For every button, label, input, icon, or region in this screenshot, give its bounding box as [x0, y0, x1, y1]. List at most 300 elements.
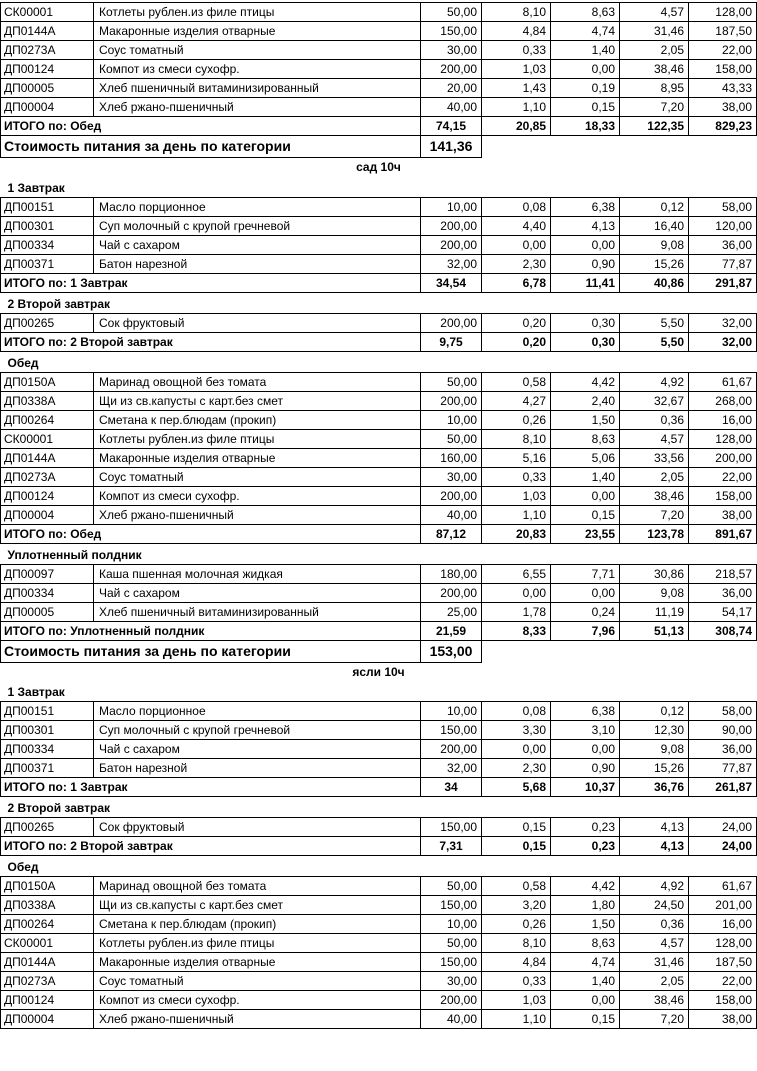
item-value-cell: 16,40 — [620, 216, 689, 235]
item-value-cell: 0,23 — [551, 818, 620, 837]
item-code-cell: ДП00301 — [1, 721, 94, 740]
meal-title: 1 Завтрак — [7, 685, 65, 699]
item-value-cell: 128,00 — [689, 429, 757, 448]
item-code-cell: ДП0273А — [1, 467, 94, 486]
total-qty-cell: 34,54 — [421, 273, 482, 292]
meal-header-row — [1, 681, 757, 702]
meal-header-row — [1, 797, 757, 818]
item-row — [1, 79, 757, 98]
item-code-cell: ДП00005 — [1, 602, 94, 621]
item-row — [1, 564, 757, 583]
item-name-cell: Хлеб пшеничный витаминизированный — [94, 79, 421, 98]
item-row — [1, 721, 757, 740]
item-value-cell: 31,46 — [620, 953, 689, 972]
item-value-cell: 38,00 — [689, 505, 757, 524]
item-value-cell: 15,26 — [620, 254, 689, 273]
item-value-cell: 4,40 — [482, 216, 551, 235]
item-name-cell: Чай с сахаром — [94, 583, 421, 602]
item-value-cell: 0,12 — [620, 702, 689, 721]
item-row — [1, 197, 757, 216]
meal-title: 2 Второй завтрак — [7, 296, 111, 311]
item-name-cell: Масло порционное — [94, 197, 421, 216]
item-value-cell: 4,13 — [551, 216, 620, 235]
total-value-cell: 23,55 — [551, 524, 620, 543]
total-row — [1, 332, 757, 351]
total-value-cell: 291,87 — [689, 273, 757, 292]
item-code-cell: ДП0273А — [1, 41, 94, 60]
item-code-cell: ДП0338А — [1, 896, 94, 915]
item-name-cell: Котлеты рублен.из филе птицы — [94, 3, 421, 22]
total-label-cell: ИТОГО по: Обед — [1, 117, 421, 136]
item-value-cell: 9,08 — [620, 740, 689, 759]
item-value-cell: 24,00 — [689, 818, 757, 837]
item-row — [1, 486, 757, 505]
item-name-cell: Хлеб ржано-пшеничный — [94, 1010, 421, 1029]
day-total-row — [1, 136, 757, 158]
item-name-cell: Хлеб пшеничный витаминизированный — [94, 602, 421, 621]
item-qty-cell: 30,00 — [421, 972, 482, 991]
item-code-cell: ДП00124 — [1, 991, 94, 1010]
item-code-cell: ДП00004 — [1, 1010, 94, 1029]
item-value-cell: 90,00 — [689, 721, 757, 740]
item-value-cell: 187,50 — [689, 22, 757, 41]
meal-title: Уплотненный полдник — [7, 547, 142, 562]
item-value-cell: 61,67 — [689, 877, 757, 896]
total-label-cell: ИТОГО по: 2 Второй завтрак — [1, 837, 421, 856]
item-value-cell: 7,71 — [551, 564, 620, 583]
item-code-cell: ДП00151 — [1, 702, 94, 721]
item-value-cell: 1,03 — [482, 486, 551, 505]
item-value-cell: 9,08 — [620, 235, 689, 254]
item-value-cell: 3,20 — [482, 896, 551, 915]
item-qty-cell: 50,00 — [421, 934, 482, 953]
item-qty-cell: 160,00 — [421, 448, 482, 467]
item-code-cell: ДП0338А — [1, 391, 94, 410]
item-qty-cell: 200,00 — [421, 391, 482, 410]
meal-header-row — [1, 351, 757, 372]
item-value-cell: 4,42 — [551, 877, 620, 896]
item-name-cell: Маринад овощной без томата — [94, 372, 421, 391]
item-name-cell: Каша пшенная молочная жидкая — [94, 564, 421, 583]
total-value-cell: 123,78 — [620, 524, 689, 543]
item-row — [1, 448, 757, 467]
total-qty-cell: 87,12 — [421, 524, 482, 543]
total-value-cell: 7,96 — [551, 621, 620, 640]
item-row — [1, 915, 757, 934]
item-value-cell: 31,46 — [620, 22, 689, 41]
item-code-cell: ДП00264 — [1, 410, 94, 429]
item-value-cell: 8,10 — [482, 934, 551, 953]
item-qty-cell: 20,00 — [421, 79, 482, 98]
item-value-cell: 187,50 — [689, 953, 757, 972]
item-code-cell: СК00001 — [1, 934, 94, 953]
total-value-cell: 11,41 — [551, 273, 620, 292]
item-qty-cell: 40,00 — [421, 1010, 482, 1029]
item-value-cell: 8,63 — [551, 934, 620, 953]
total-label-cell: ИТОГО по: Обед — [1, 524, 421, 543]
item-code-cell: ДП00004 — [1, 98, 94, 117]
item-value-cell: 1,78 — [482, 602, 551, 621]
total-value-cell: 122,35 — [620, 117, 689, 136]
meal-header-row — [1, 543, 757, 564]
total-value-cell: 829,23 — [689, 117, 757, 136]
item-row — [1, 953, 757, 972]
item-value-cell: 4,57 — [620, 934, 689, 953]
item-row — [1, 583, 757, 602]
total-value-cell: 32,00 — [689, 332, 757, 351]
item-row — [1, 934, 757, 953]
item-qty-cell: 10,00 — [421, 410, 482, 429]
item-value-cell: 8,63 — [551, 3, 620, 22]
item-row — [1, 991, 757, 1010]
item-name-cell: Батон нарезной — [94, 254, 421, 273]
day-total-value: 153,00 — [421, 640, 482, 662]
meal-header-row — [1, 856, 757, 877]
item-value-cell: 4,92 — [620, 372, 689, 391]
item-row — [1, 254, 757, 273]
item-value-cell: 22,00 — [689, 41, 757, 60]
total-row — [1, 778, 757, 797]
item-value-cell: 128,00 — [689, 3, 757, 22]
item-name-cell: Сок фруктовый — [94, 313, 421, 332]
item-code-cell: ДП00004 — [1, 505, 94, 524]
total-value-cell: 261,87 — [689, 778, 757, 797]
total-value-cell: 40,86 — [620, 273, 689, 292]
item-code-cell: ДП00265 — [1, 818, 94, 837]
item-value-cell: 4,57 — [620, 429, 689, 448]
item-value-cell: 120,00 — [689, 216, 757, 235]
total-value-cell: 308,74 — [689, 621, 757, 640]
item-row — [1, 972, 757, 991]
meal-title: Обед — [7, 860, 39, 874]
item-value-cell: 1,03 — [482, 991, 551, 1010]
item-value-cell: 3,10 — [551, 721, 620, 740]
item-value-cell: 2,40 — [551, 391, 620, 410]
item-row — [1, 467, 757, 486]
item-value-cell: 0,26 — [482, 410, 551, 429]
item-row — [1, 702, 757, 721]
item-value-cell: 5,16 — [482, 448, 551, 467]
item-name-cell: Хлеб ржано-пшеничный — [94, 505, 421, 524]
item-qty-cell: 200,00 — [421, 583, 482, 602]
item-value-cell: 38,46 — [620, 60, 689, 79]
item-qty-cell: 150,00 — [421, 953, 482, 972]
item-value-cell: 4,27 — [482, 391, 551, 410]
item-row — [1, 313, 757, 332]
total-qty-cell: 34 — [421, 778, 482, 797]
item-name-cell: Щи из св.капусты с карт.без смет — [94, 391, 421, 410]
item-value-cell: 4,42 — [551, 372, 620, 391]
item-value-cell: 218,57 — [689, 564, 757, 583]
item-qty-cell: 150,00 — [421, 818, 482, 837]
item-value-cell: 0,08 — [482, 197, 551, 216]
item-value-cell: 8,63 — [551, 429, 620, 448]
item-value-cell: 24,50 — [620, 896, 689, 915]
item-code-cell: ДП00265 — [1, 313, 94, 332]
total-row — [1, 273, 757, 292]
item-row — [1, 372, 757, 391]
item-code-cell: ДП0144А — [1, 448, 94, 467]
item-value-cell: 43,33 — [689, 79, 757, 98]
item-code-cell: ДП00371 — [1, 759, 94, 778]
item-qty-cell: 200,00 — [421, 991, 482, 1010]
item-value-cell: 0,20 — [482, 313, 551, 332]
item-value-cell: 1,50 — [551, 915, 620, 934]
item-value-cell: 1,80 — [551, 896, 620, 915]
item-qty-cell: 200,00 — [421, 313, 482, 332]
item-value-cell: 1,10 — [482, 505, 551, 524]
item-value-cell: 1,43 — [482, 79, 551, 98]
item-value-cell: 61,67 — [689, 372, 757, 391]
category-header-row — [1, 662, 757, 681]
item-code-cell: ДП0150А — [1, 372, 94, 391]
total-value-cell: 8,33 — [482, 621, 551, 640]
total-value-cell: 24,00 — [689, 837, 757, 856]
item-value-cell: 268,00 — [689, 391, 757, 410]
item-qty-cell: 10,00 — [421, 197, 482, 216]
item-name-cell: Соус томатный — [94, 467, 421, 486]
item-value-cell: 1,50 — [551, 410, 620, 429]
total-row — [1, 837, 757, 856]
item-name-cell: Маринад овощной без томата — [94, 877, 421, 896]
item-row — [1, 410, 757, 429]
item-value-cell: 0,58 — [482, 877, 551, 896]
total-value-cell: 4,13 — [620, 837, 689, 856]
item-value-cell: 0,00 — [551, 740, 620, 759]
total-value-cell: 36,76 — [620, 778, 689, 797]
item-value-cell: 36,00 — [689, 740, 757, 759]
item-value-cell: 0,90 — [551, 759, 620, 778]
total-label-cell: ИТОГО по: 2 Второй завтрак — [1, 332, 421, 351]
day-total-value: 141,36 — [421, 136, 482, 158]
item-qty-cell: 50,00 — [421, 3, 482, 22]
item-code-cell: ДП00005 — [1, 79, 94, 98]
item-value-cell: 9,08 — [620, 583, 689, 602]
item-value-cell: 38,00 — [689, 98, 757, 117]
item-row — [1, 60, 757, 79]
item-code-cell: ДП00264 — [1, 915, 94, 934]
item-name-cell: Макаронные изделия отварные — [94, 448, 421, 467]
item-value-cell: 0,15 — [551, 98, 620, 117]
item-value-cell: 128,00 — [689, 934, 757, 953]
item-value-cell: 30,86 — [620, 564, 689, 583]
total-qty-cell: 7,31 — [421, 837, 482, 856]
item-value-cell: 36,00 — [689, 235, 757, 254]
item-value-cell: 5,06 — [551, 448, 620, 467]
item-qty-cell: 200,00 — [421, 235, 482, 254]
item-value-cell: 58,00 — [689, 197, 757, 216]
item-qty-cell: 30,00 — [421, 41, 482, 60]
item-name-cell: Батон нарезной — [94, 759, 421, 778]
item-value-cell: 0,00 — [551, 60, 620, 79]
item-qty-cell: 50,00 — [421, 877, 482, 896]
total-qty-cell: 9,75 — [421, 332, 482, 351]
item-value-cell: 6,38 — [551, 197, 620, 216]
item-qty-cell: 50,00 — [421, 429, 482, 448]
item-row — [1, 235, 757, 254]
item-value-cell: 38,46 — [620, 991, 689, 1010]
meal-title: Обед — [7, 355, 39, 370]
item-qty-cell: 40,00 — [421, 505, 482, 524]
item-value-cell: 158,00 — [689, 991, 757, 1010]
item-code-cell: ДП00151 — [1, 197, 94, 216]
item-qty-cell: 150,00 — [421, 22, 482, 41]
item-row — [1, 877, 757, 896]
total-value-cell: 18,33 — [551, 117, 620, 136]
item-value-cell: 0,33 — [482, 41, 551, 60]
item-value-cell: 7,20 — [620, 505, 689, 524]
item-value-cell: 4,84 — [482, 953, 551, 972]
item-name-cell: Котлеты рублен.из филе птицы — [94, 934, 421, 953]
item-qty-cell: 30,00 — [421, 467, 482, 486]
item-name-cell: Чай с сахаром — [94, 740, 421, 759]
item-value-cell: 1,03 — [482, 60, 551, 79]
item-value-cell: 0,15 — [482, 818, 551, 837]
item-code-cell: ДП00371 — [1, 254, 94, 273]
item-value-cell: 12,30 — [620, 721, 689, 740]
item-code-cell: ДП0273А — [1, 972, 94, 991]
total-value-cell: 0,20 — [482, 332, 551, 351]
item-value-cell: 0,33 — [482, 972, 551, 991]
item-value-cell: 4,57 — [620, 3, 689, 22]
item-row — [1, 3, 757, 22]
item-name-cell: Сметана к пер.блюдам (прокип) — [94, 410, 421, 429]
item-value-cell: 6,38 — [551, 702, 620, 721]
item-qty-cell: 50,00 — [421, 372, 482, 391]
item-code-cell: ДП00124 — [1, 486, 94, 505]
total-row — [1, 621, 757, 640]
item-value-cell: 0,24 — [551, 602, 620, 621]
item-value-cell: 0,19 — [551, 79, 620, 98]
item-value-cell: 1,40 — [551, 467, 620, 486]
item-value-cell: 0,00 — [551, 486, 620, 505]
item-value-cell: 7,20 — [620, 98, 689, 117]
item-row — [1, 391, 757, 410]
item-qty-cell: 40,00 — [421, 98, 482, 117]
item-value-cell: 0,26 — [482, 915, 551, 934]
item-value-cell: 2,30 — [482, 759, 551, 778]
item-value-cell: 33,56 — [620, 448, 689, 467]
item-name-cell: Макаронные изделия отварные — [94, 953, 421, 972]
item-value-cell: 0,36 — [620, 915, 689, 934]
total-row — [1, 524, 757, 543]
meal-header-row — [1, 292, 757, 313]
item-row — [1, 216, 757, 235]
total-value-cell: 5,68 — [482, 778, 551, 797]
item-row — [1, 602, 757, 621]
item-value-cell: 32,67 — [620, 391, 689, 410]
meal-title: 1 Завтрак — [7, 180, 65, 195]
category-title: сад 10ч — [356, 160, 401, 175]
item-name-cell: Компот из смеси сухофр. — [94, 991, 421, 1010]
total-label-cell: ИТОГО по: Уплотненный полдник — [1, 621, 421, 640]
total-qty-cell: 21,59 — [421, 621, 482, 640]
item-value-cell: 7,20 — [620, 1010, 689, 1029]
item-value-cell: 8,10 — [482, 3, 551, 22]
item-value-cell: 3,30 — [482, 721, 551, 740]
item-code-cell: ДП0144А — [1, 953, 94, 972]
total-value-cell: 51,13 — [620, 621, 689, 640]
total-value-cell: 0,23 — [551, 837, 620, 856]
day-total-row — [1, 640, 757, 662]
item-value-cell: 6,55 — [482, 564, 551, 583]
total-value-cell: 10,37 — [551, 778, 620, 797]
item-row — [1, 98, 757, 117]
item-value-cell: 158,00 — [689, 486, 757, 505]
total-value-cell: 0,15 — [482, 837, 551, 856]
item-qty-cell: 200,00 — [421, 740, 482, 759]
item-value-cell: 77,87 — [689, 759, 757, 778]
total-label-cell: ИТОГО по: 1 Завтрак — [1, 778, 421, 797]
item-row — [1, 896, 757, 915]
item-code-cell: ДП00097 — [1, 564, 94, 583]
item-name-cell: Соус томатный — [94, 41, 421, 60]
item-qty-cell: 32,00 — [421, 759, 482, 778]
item-value-cell: 32,00 — [689, 313, 757, 332]
item-name-cell: Котлеты рублен.из филе птицы — [94, 429, 421, 448]
item-value-cell: 200,00 — [689, 448, 757, 467]
category-header-row — [1, 158, 757, 177]
item-name-cell: Чай с сахаром — [94, 235, 421, 254]
item-code-cell: ДП0144А — [1, 22, 94, 41]
item-value-cell: 8,10 — [482, 429, 551, 448]
item-code-cell: ДП00334 — [1, 235, 94, 254]
item-value-cell: 0,08 — [482, 702, 551, 721]
item-code-cell: ДП00301 — [1, 216, 94, 235]
item-value-cell: 4,13 — [620, 818, 689, 837]
item-value-cell: 0,00 — [482, 235, 551, 254]
item-value-cell: 4,74 — [551, 953, 620, 972]
item-value-cell: 0,00 — [482, 583, 551, 602]
item-value-cell: 0,12 — [620, 197, 689, 216]
item-code-cell: СК00001 — [1, 429, 94, 448]
total-value-cell: 0,30 — [551, 332, 620, 351]
item-row — [1, 22, 757, 41]
total-value-cell: 20,83 — [482, 524, 551, 543]
total-qty-cell: 74,15 — [421, 117, 482, 136]
item-row — [1, 1010, 757, 1029]
item-qty-cell: 32,00 — [421, 254, 482, 273]
total-value-cell: 6,78 — [482, 273, 551, 292]
day-total-label: Стоимость питания за день по категории — [1, 640, 421, 662]
item-value-cell: 0,36 — [620, 410, 689, 429]
item-value-cell: 4,74 — [551, 22, 620, 41]
item-value-cell: 0,90 — [551, 254, 620, 273]
item-value-cell: 5,50 — [620, 313, 689, 332]
item-value-cell: 36,00 — [689, 583, 757, 602]
menu-requirements-table — [0, 2, 757, 1029]
category-title: ясли 10ч — [352, 664, 405, 679]
item-name-cell: Соус томатный — [94, 972, 421, 991]
item-value-cell: 38,46 — [620, 486, 689, 505]
item-value-cell: 0,00 — [551, 235, 620, 254]
day-total-spacer — [482, 640, 757, 662]
item-value-cell: 0,58 — [482, 372, 551, 391]
item-row — [1, 41, 757, 60]
item-name-cell: Сметана к пер.блюдам (прокип) — [94, 915, 421, 934]
item-name-cell: Хлеб ржано-пшеничный — [94, 98, 421, 117]
total-label-cell: ИТОГО по: 1 Завтрак — [1, 273, 421, 292]
item-code-cell: ДП00334 — [1, 740, 94, 759]
item-value-cell: 0,30 — [551, 313, 620, 332]
item-value-cell: 54,17 — [689, 602, 757, 621]
item-code-cell: ДП00124 — [1, 60, 94, 79]
item-value-cell: 158,00 — [689, 60, 757, 79]
item-code-cell: СК00001 — [1, 3, 94, 22]
item-name-cell: Щи из св.капусты с карт.без смет — [94, 896, 421, 915]
item-qty-cell: 25,00 — [421, 602, 482, 621]
item-value-cell: 77,87 — [689, 254, 757, 273]
